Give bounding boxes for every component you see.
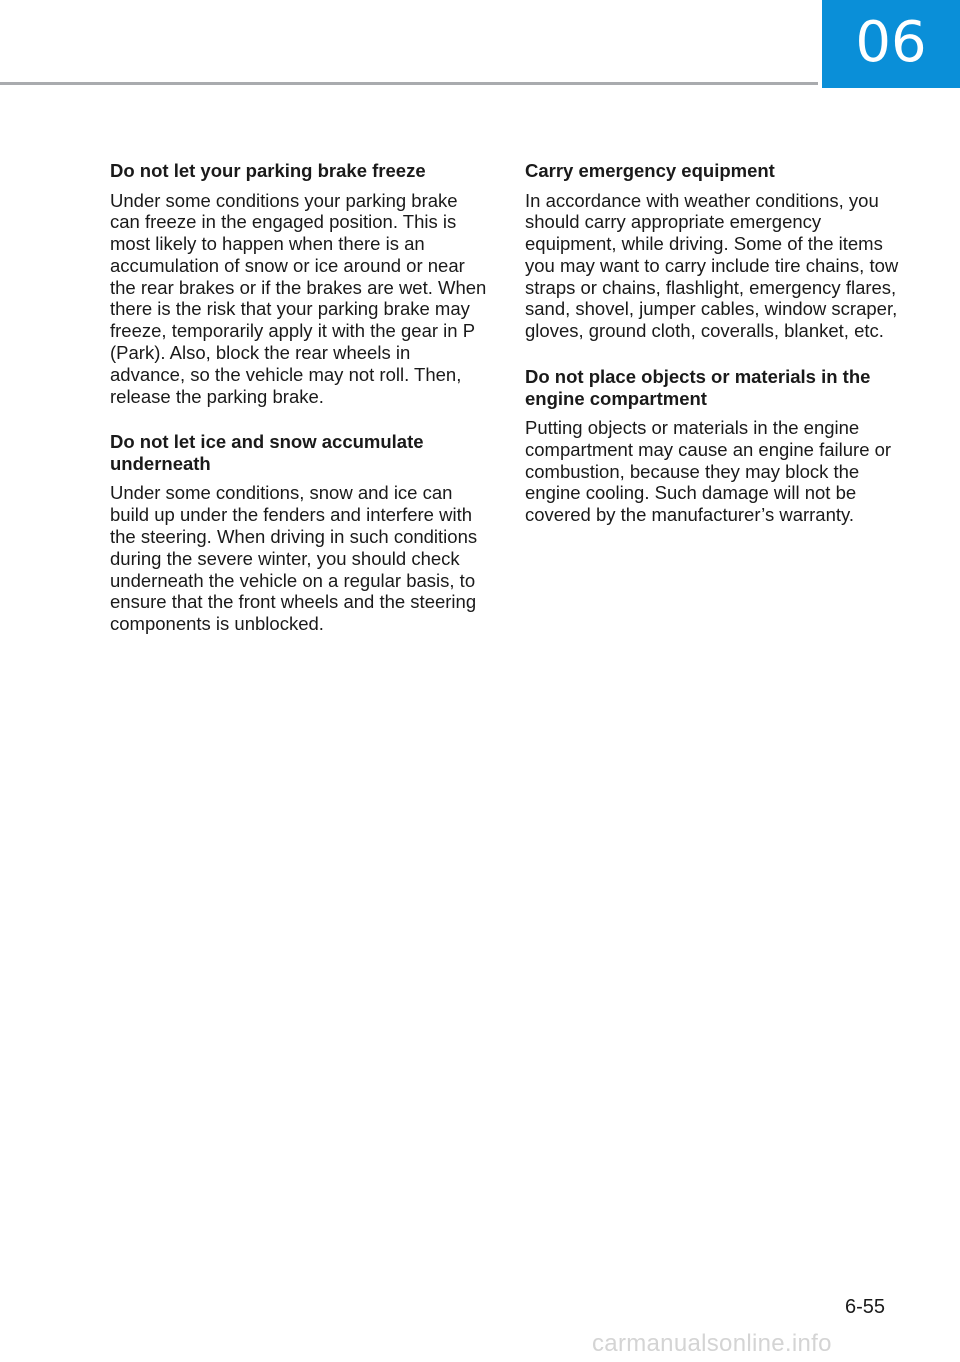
section-body: Under some conditions your parking brake can freeze in the engaged position. This is most likely to happen when there is an accumulation of snow or ice around or near the rear brakes or if the brakes are wet. When there is the risk that your parking brake may freeze, temporarily apply it with the gear in P (Park). Also, block the rear wheels in advance, so the vehicle may not roll. Then, release the parking brake.: [110, 189, 487, 407]
section-body: Putting objects or materials in the engine compartment may cause an engine failure or combustion, because they may block the engine cooling. Such damage will not be covered by the manufacturer’s warranty.: [525, 417, 892, 526]
header-rule: [0, 82, 818, 85]
right-column: [525, 160, 905, 550]
section-parking-brake-freeze: [110, 160, 490, 407]
section-body: In accordance with weather conditions, you should carry appropriate emergency equipment, while driving. Some of the items you may want to carry include tire chains, tow straps or chains, flashlight, emergency flares, sand, shovel, jumper cables, window scraper, gloves, ground cloth, coveralls, blanket, etc.: [525, 189, 899, 342]
section-title: Do not place objects or materials in the engine compartment: [525, 366, 871, 409]
section-title: Do not let ice and snow accumulate underneath: [110, 431, 424, 474]
section-title: Carry emergency equipment: [525, 160, 775, 181]
section-body: Under some conditions, snow and ice can build up under the fenders and interfere with the steering. When driving in such conditions during the severe winter, you should check underneath the vehicle on a regular basis, to ensure that the front wheels and the steering components is unblocked.: [110, 482, 478, 635]
section-title: Do not let your parking brake freeze: [110, 160, 426, 181]
left-column: [110, 160, 490, 659]
section-ice-snow-underneath: [110, 431, 490, 635]
chapter-tab: 06: [822, 0, 960, 88]
section-engine-compartment: [525, 366, 905, 526]
watermark: carmanualsonline.info: [592, 1330, 832, 1357]
page-number: 6-55: [845, 1296, 886, 1318]
section-emergency-equipment: [525, 160, 905, 342]
